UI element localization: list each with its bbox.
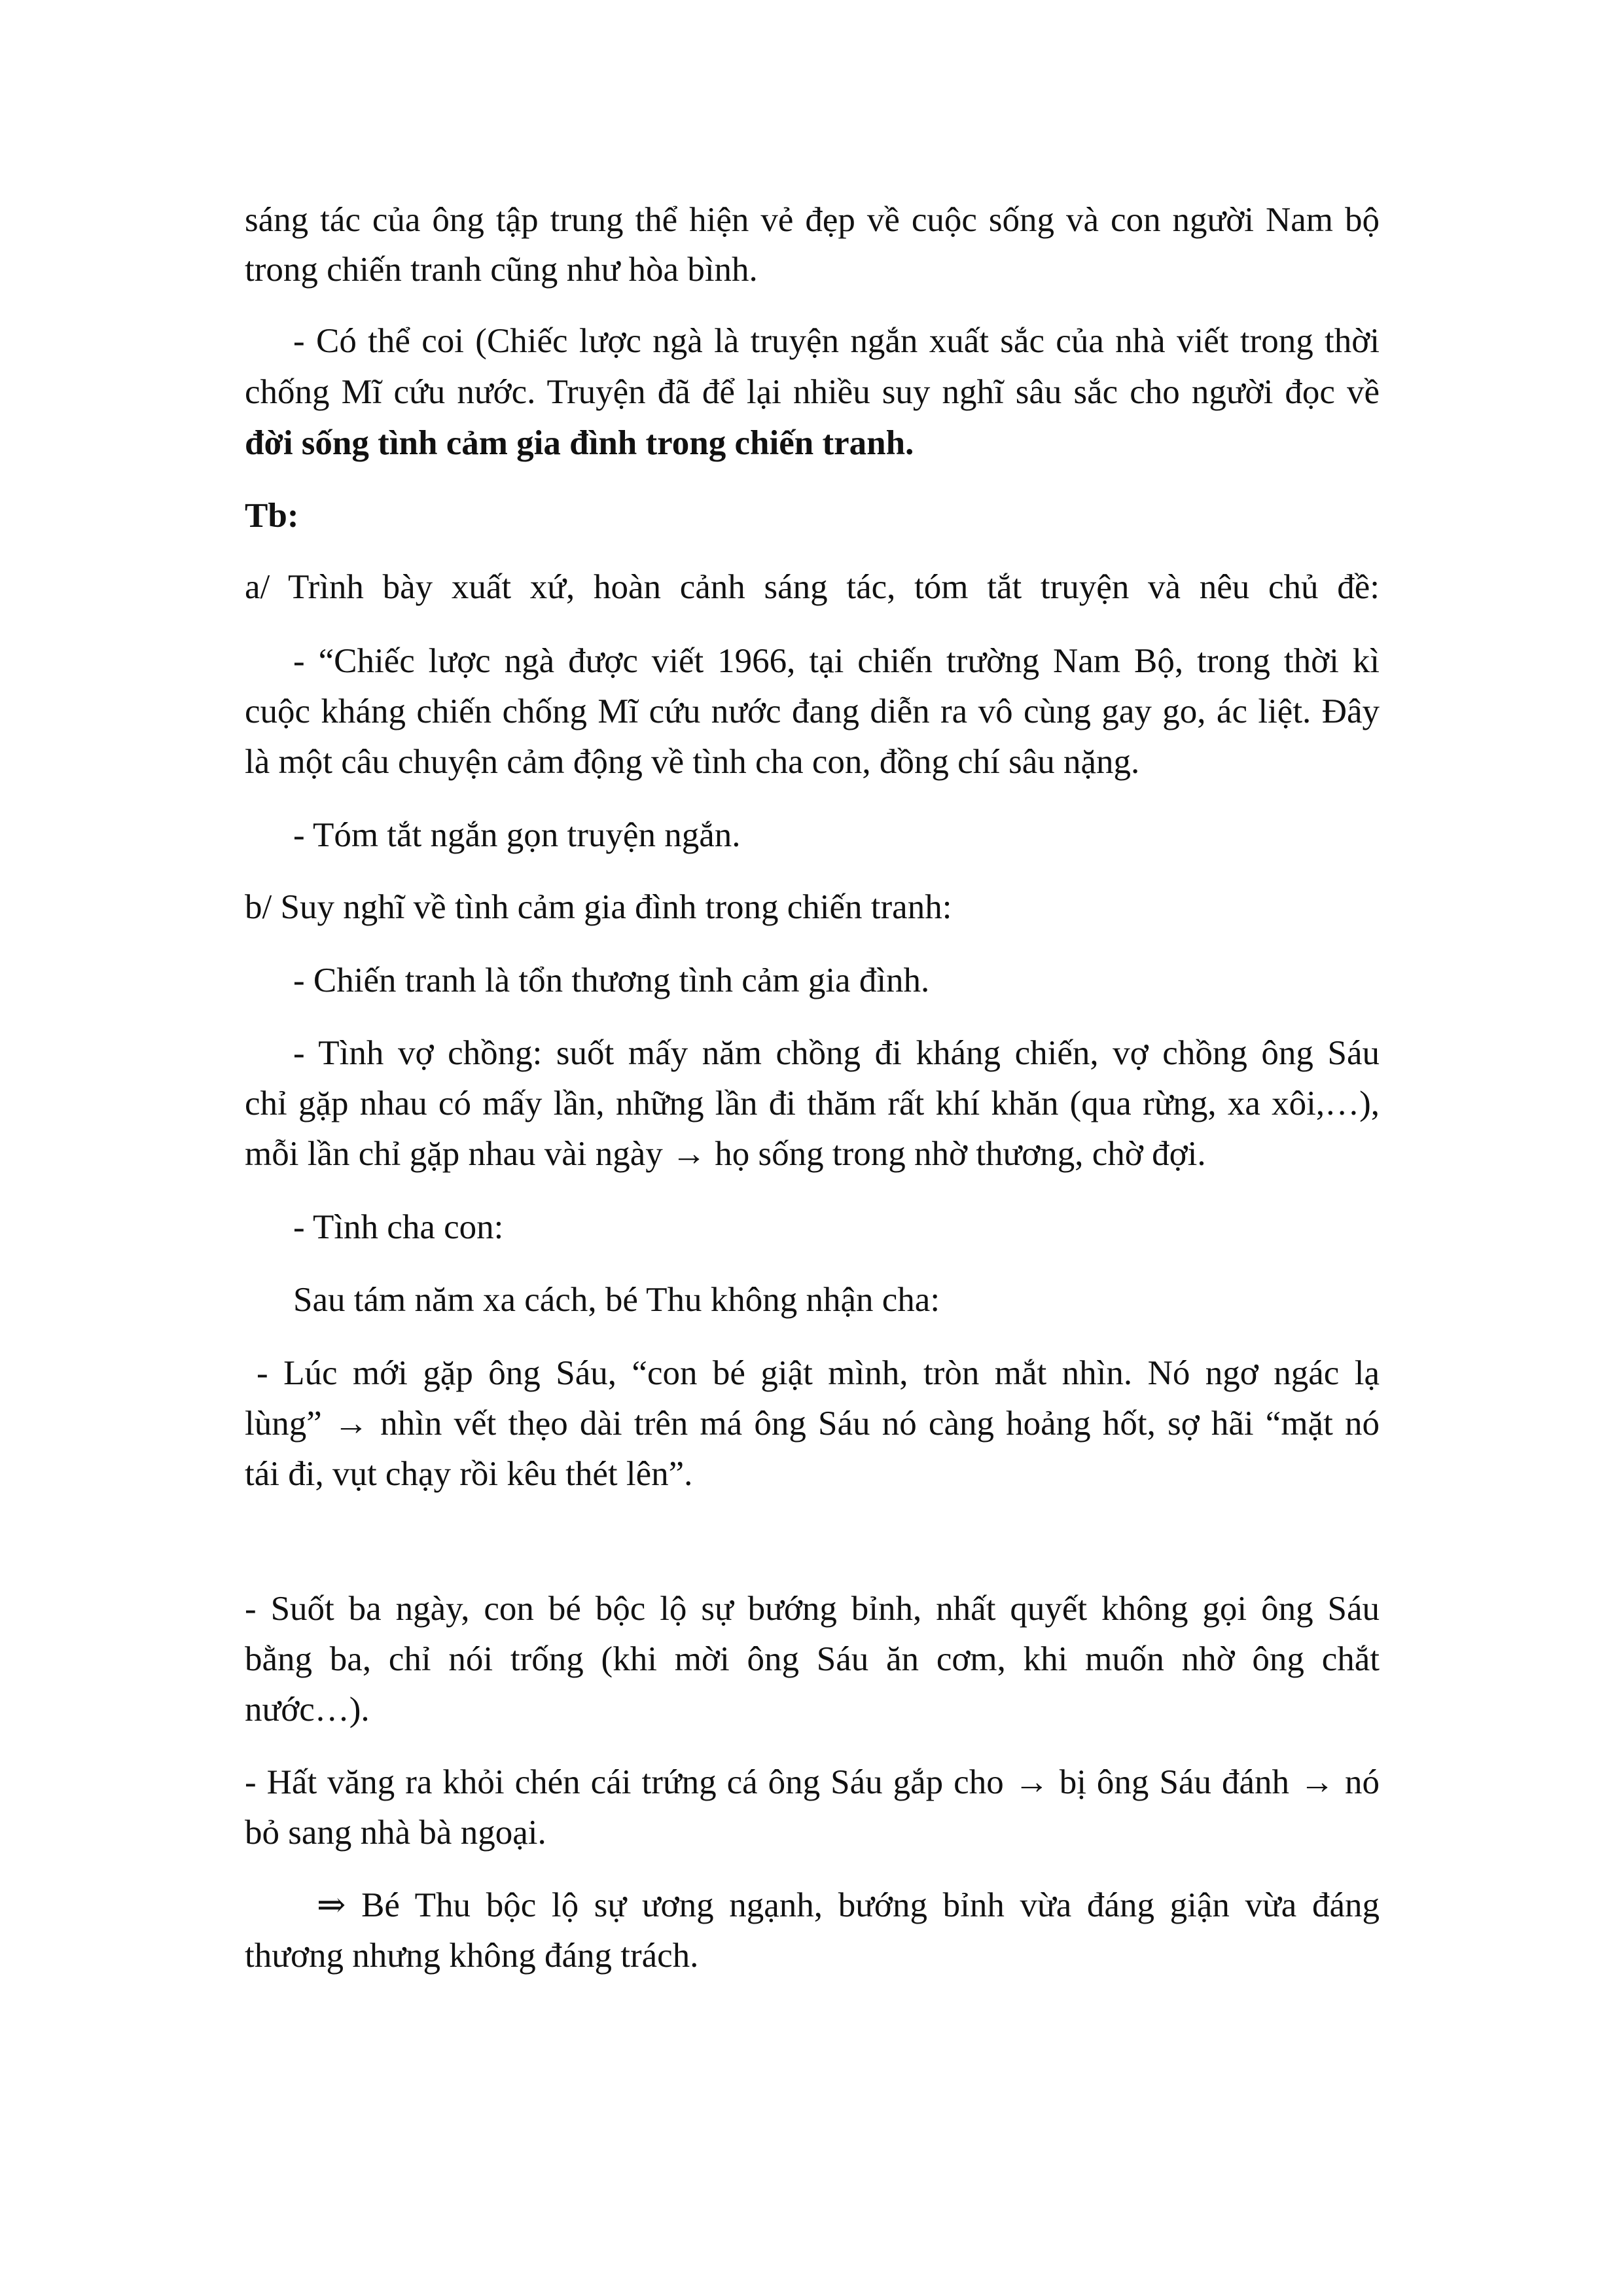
text-line: lùng” → nhìn vết thẹo dài trên má ông Sáu nó càng hoảng hốt, sợ hãi “mặt nó	[245, 1405, 1380, 1443]
text-line: ⇒ Bé Thu bộc lộ sự ương ngạnh, bướng bỉnh vừa đáng giận vừa đáng	[317, 1886, 1380, 1924]
text-line: - Chiến tranh là tổn thương tình cảm gia đình.	[293, 961, 930, 999]
text-line: - Hất văng ra khỏi chén cái trứng cá ông Sáu gắp cho → bị ông Sáu đánh → nó	[245, 1763, 1380, 1801]
text-line: chống Mĩ cứu nước. Truyện đã để lại nhiều suy nghĩ sâu sắc cho người đọc về	[245, 373, 1380, 411]
text-line: - Tình vợ chồng: suốt mấy năm chồng đi kháng chiến, vợ chồng ông Sáu	[293, 1034, 1380, 1072]
text-line: Sau tám năm xa cách, bé Thu không nhận cha:	[293, 1281, 940, 1319]
bold-text-line: đời sống tình cảm gia đình trong chiến tranh.	[245, 424, 914, 462]
text-line: sáng tác của ông tập trung thể hiện vẻ đẹp về cuộc sống và con người Nam bộ	[245, 201, 1380, 239]
text-line: b/ Suy nghĩ về tình cảm gia đình trong chiến tranh:	[245, 888, 952, 926]
text-line: - Suốt ba ngày, con bé bộc lộ sự bướng bỉnh, nhất quyết không gọi ông Sáu	[245, 1590, 1380, 1628]
text-line: cuộc kháng chiến chống Mĩ cứu nước đang diễn ra vô cùng gay go, ác liệt. Đây	[245, 692, 1380, 730]
text-line: là một câu chuyện cảm động về tình cha con, đồng chí sâu nặng.	[245, 743, 1140, 781]
text-line: - “Chiếc lược ngà được viết 1966, tại chiến trường Nam Bộ, trong thời kì	[293, 642, 1380, 680]
text-line: bỏ sang nhà bà ngoại.	[245, 1814, 546, 1852]
text-line: chỉ gặp nhau có mấy lần, những lần đi thăm rất khí khăn (qua rừng, xa xôi,…),	[245, 1085, 1380, 1122]
text-line: - Lúc mới gặp ông Sáu, “con bé giật mình, tròn mắt nhìn. Nó ngơ ngác lạ	[257, 1354, 1380, 1392]
text-line: trong chiến tranh cũng như hòa bình.	[245, 251, 758, 289]
section-heading: Tb:	[245, 497, 299, 535]
text-line: - Có thể coi (Chiếc lược ngà là truyện ngắn xuất sắc của nhà viết trong thời	[293, 322, 1380, 360]
text-line: thương nhưng không đáng trách.	[245, 1937, 699, 1975]
text-line: - Tóm tắt ngắn gọn truyện ngắn.	[293, 816, 741, 854]
text-line: - Tình cha con:	[293, 1208, 504, 1246]
text-line: nước…).	[245, 1691, 370, 1729]
text-line: bằng ba, chỉ nói trống (khi mời ông Sáu ăn cơm, khi muốn nhờ ông chắt	[245, 1640, 1380, 1678]
text-line: tái đi, vụt chạy rồi kêu thét lên”.	[245, 1455, 693, 1493]
text-line: a/ Trình bày xuất xứ, hoàn cảnh sáng tác, tóm tắt truyện và nêu chủ đề:	[245, 568, 1380, 606]
text-line: mỗi lần chỉ gặp nhau vài ngày → họ sống trong nhờ thương, chờ đợi.	[245, 1135, 1206, 1173]
